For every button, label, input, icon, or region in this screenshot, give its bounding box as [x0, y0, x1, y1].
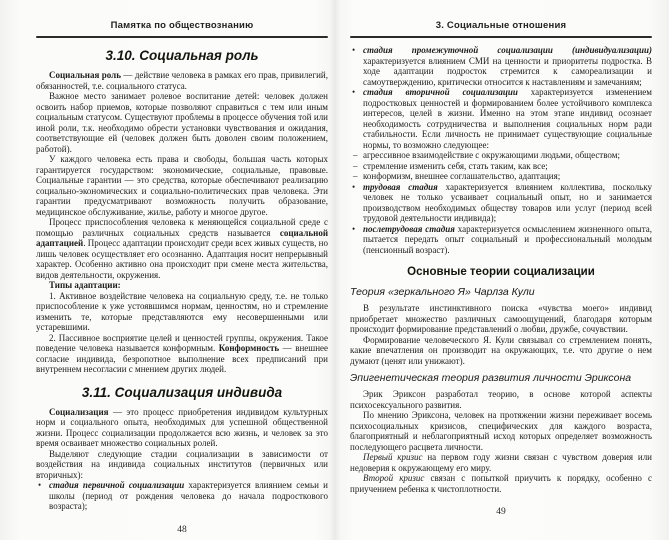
paragraph — [350, 335, 652, 367]
paragraph — [36, 291, 328, 333]
left-page-number: 48 — [177, 524, 187, 535]
bullet-marker-icon: • — [352, 45, 356, 55]
text-segment: Первый кризис — [363, 452, 423, 462]
bullet-marker-icon: • — [352, 181, 356, 192]
text-segment: Формирование человеческого Я. Кули связывал со стремлением понять, какие впечатления он производит на окружающих, т.е. что другие о нем думают (ценят или унижают). — [350, 334, 652, 366]
dash-item — [350, 150, 652, 161]
bullet-item — [350, 45, 652, 87]
text-segment: агрессивное взаимодействие с окружающими людьми, обществом; — [363, 150, 620, 160]
paragraph — [350, 410, 652, 452]
bullet-item — [36, 480, 328, 512]
text-segment: на первом году жизни связан с чувством доверия или недоверия к окружающему его миру. — [350, 452, 652, 473]
title — [36, 385, 328, 400]
heading — [350, 266, 652, 279]
text-segment: стремление изменить себя, стать таким, как все; — [363, 160, 548, 171]
text-segment: характеризуется влиянием СМИ на ценности и приоритеты подростка. В ходе адаптации подросток стремится к самореализации и самоутверждению, критически относится к наставлениям и замечаниям; — [363, 55, 652, 87]
bullet-item — [350, 224, 652, 256]
paragraph — [36, 280, 328, 291]
text-segment: Типы адаптации: — [49, 280, 121, 290]
paragraph — [36, 217, 328, 280]
subheading — [350, 372, 652, 384]
right-head-rule — [350, 36, 652, 38]
text-segment: Процесс приспособления человека к меняющейся социальной среде с помощью различных социальных средств называется — [36, 217, 328, 238]
text-segment: стадия первичной социализации — [49, 480, 185, 490]
dash-marker-icon: – — [353, 171, 358, 181]
text-segment: конформизм, внешнее соглашательство, адаптация; — [363, 171, 561, 181]
text-segment: связан с попыткой приучить к порядку, особенно с приучением ребенка к чистоплотности. — [350, 473, 652, 494]
text-segment: 2. Пассивное восприятие целей и ценностей группы, окружения. Такое поведение человека называется конформным. — [36, 332, 328, 353]
bullet-item — [350, 182, 652, 224]
paragraph — [36, 154, 328, 217]
text-segment: У каждого человека есть права и свободы, большая часть которых гарантируется государством: экономические, социальные, правовые. Социальные гарантии — это средства, которые обеспечивают реализацию социально-экономических и социально-политических прав человека. Эти гарантии предусматривают возможность получить образование, медицинское обслуживание, жилье, работу и многое другое. — [36, 154, 328, 217]
dash-item — [350, 171, 652, 182]
paragraph — [36, 91, 328, 154]
text-segment: характеризуется осмыслением жизненного опыта, пытается передать опыт социальный и профессиональный молодым (пенсионный возраст). — [363, 223, 652, 255]
text-segment: трудовая стадия — [363, 181, 438, 192]
text-segment: стадия вторичной социализации — [363, 87, 518, 97]
paragraph — [36, 333, 328, 375]
text-segment: Выделяют следующие стадии социализации в зависимости от воздействия на индивида социальных институтов (первичных или вторичных): — [36, 448, 328, 480]
subheading — [350, 286, 652, 298]
text-segment: характеризуется влиянием семьи и школы (период от рождения человека до начала подросткового возраста); — [49, 480, 328, 511]
bullet-item — [350, 87, 652, 150]
right-page-number: 49 — [496, 507, 506, 517]
text-segment: 3.11. Социализация индивида — [81, 384, 283, 400]
paragraph — [350, 303, 652, 335]
dash-marker-icon: – — [353, 160, 358, 171]
text-segment: 1. Активное воздействие человека на социальную среду, т.е. не только приспособление к уже устоявшимся нормам, ценностям, но и стремление изменить те, которые представляются ему несовершенными или устаревшими. — [36, 290, 328, 332]
text-segment: По мнению Эриксона, человек на протяжении жизни переживает восемь психосоциальных кризисов, специфических для каждого возраста, благоприятный и неблагоприятный исход которых определяет возможность последующего расцвета личности. — [350, 410, 652, 452]
left-running-head: Памятка по обществознанию — [110, 20, 254, 31]
text-segment: Важное место занимает ролевое воспитание детей: человек должен освоить набор приемов, которые позволяют справиться с тем или иным социальным статусом. Существуют проблемы в процессе обучения той или иной роли, т.к. необходимо обрести установки чувствования и ожидания, соответствующие ей (человек должен быть доволен своим положением, работой). — [36, 91, 328, 154]
right-page-body — [350, 45, 652, 494]
right-page — [350, 20, 652, 517]
text-segment: . Процесс адаптации происходит среди всех живых существ, но лишь человек осуществляет его осознанно. Адаптация носит непрерывный характер. Особенно активно она происходит при смене места жительства, видов деятельности, окружения. — [36, 238, 328, 280]
paragraph — [350, 452, 652, 473]
text-segment: Теория «зеркального Я» Чарлза Кули — [350, 286, 535, 298]
paragraph — [350, 389, 652, 410]
right-running-head: 3. Социальные отношения — [435, 20, 567, 31]
page-gutter — [330, 0, 340, 540]
bullet-marker-icon: • — [352, 87, 356, 97]
text-segment: — внешнее согласие индивида, безропотное выполнение всех предписаний при внутреннем несогласии с мнением других людей. — [36, 343, 328, 374]
paragraph — [36, 407, 328, 449]
text-segment: Социальная роль — [49, 70, 121, 80]
paragraph — [36, 449, 328, 481]
text-segment: послетрудовая стадия — [363, 223, 455, 234]
paragraph — [350, 473, 652, 494]
bullet-marker-icon: • — [38, 480, 42, 490]
dash-item — [350, 161, 652, 172]
text-segment: характеризуется изменением подростковых ценностей и формированием более устойчивого комплекса интересов, целей в жизни. Именно на этом этапе индивид осознает необходимость сотрудничества и выполнения социальных норм ради стабильности. Если личность не принимает существующие социальные нормы, то возможно следующее: — [363, 87, 652, 150]
text-segment: Социализация — [49, 406, 109, 417]
left-page-body — [36, 48, 328, 512]
text-segment: В результате инстинктивного поиска «чувства моего» индивид приобретает множество различных самоощущений, благодаря которым происходит формирование представлений о любви, дружбе, сочувствии. — [350, 303, 652, 334]
text-segment: Конформность — [218, 343, 280, 353]
text-segment: Второй кризис — [363, 473, 425, 483]
text-segment: стадия промежуточной социализации (индивидуализации) — [363, 45, 652, 55]
text-segment: социальной адаптацией — [36, 227, 328, 248]
title — [36, 48, 328, 63]
dash-marker-icon: – — [353, 150, 358, 160]
text-segment: характеризуется влиянием коллектива, поскольку человек не только усваивает социальный опыт, но и занимается производством необходимых обществу товаров или услуг (период всей трудовой деятельности индивида); — [363, 181, 653, 223]
left-page — [36, 20, 328, 535]
left-head-rule — [36, 36, 328, 38]
text-segment: 3.10. Социальная роль — [105, 48, 259, 63]
text-segment: Эпигенетическая теория развития личности Эриксона — [350, 372, 632, 384]
paragraph — [36, 70, 328, 91]
text-segment: Эрик Эриксон разработал теорию, в основе которой аспекты психосексуального развития. — [350, 389, 652, 410]
text-segment: Основные теории социализации — [407, 266, 595, 278]
bullet-marker-icon: • — [352, 223, 356, 234]
text-segment: — это процесс приобретения индивидом культурных норм и социального опыта, необходимых для успешной общественной жизни. Процесс социализации продолжается всю жизнь, и человек за это время осваивает множество социальных ролей. — [36, 406, 328, 448]
text-segment: — действие человека в рамках его прав, привилегий, обязанностей, т.е. социального статуса. — [36, 70, 328, 91]
